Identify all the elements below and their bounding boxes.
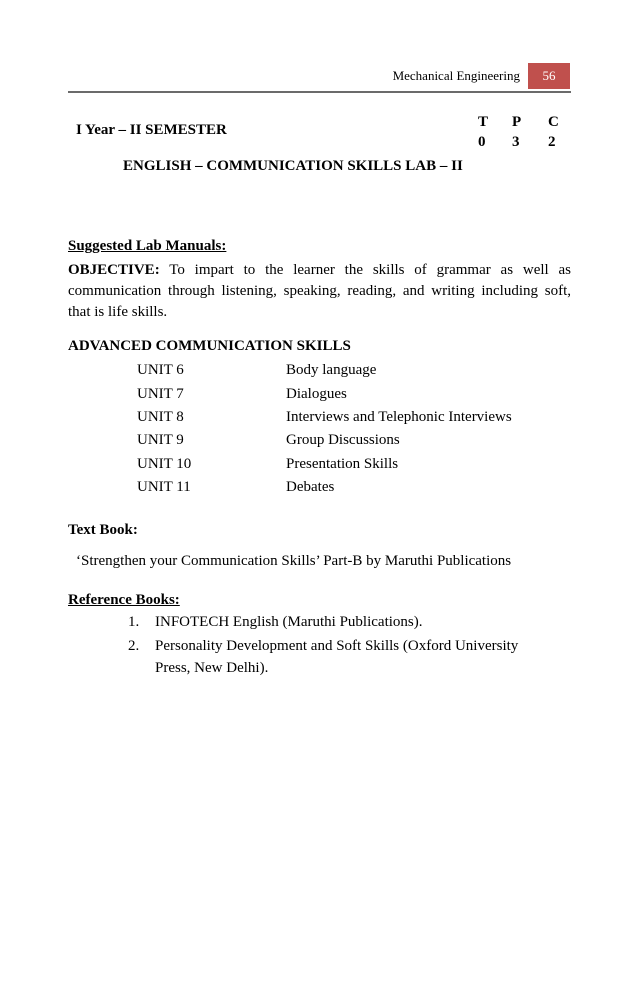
objective-label: OBJECTIVE: xyxy=(68,262,160,278)
unit-label: UNIT 9 xyxy=(137,432,184,448)
reference-item: INFOTECH English (Maruthi Publications). xyxy=(155,614,423,630)
advanced-heading: ADVANCED COMMUNICATION SKILLS xyxy=(68,338,351,354)
unit-topic: Body language xyxy=(286,362,377,378)
unit-label: UNIT 6 xyxy=(137,362,184,378)
text-book-entry: ‘Strengthen your Communication Skills’ Part-B by Maruthi Publications xyxy=(76,553,512,569)
reference-number: 2. xyxy=(128,638,140,654)
page-number-badge: 56 xyxy=(528,63,570,89)
text-book-heading: Text Book: xyxy=(68,522,138,538)
unit-topic: Interviews and Telephonic Interviews xyxy=(286,409,512,425)
unit-label: UNIT 7 xyxy=(137,386,184,402)
year-semester: I Year – II SEMESTER xyxy=(76,122,227,138)
tpc-value-c: 2 xyxy=(548,134,556,150)
tpc-value-t: 0 xyxy=(478,134,486,150)
tpc-header-p: P xyxy=(512,114,522,130)
reference-number: 1. xyxy=(128,614,140,630)
header-department: Mechanical Engineering xyxy=(392,68,520,83)
tpc-header-t: T xyxy=(478,114,489,130)
unit-label: UNIT 8 xyxy=(137,409,184,425)
reference-item: Personality Development and Soft Skills (Oxford University xyxy=(155,638,519,654)
unit-label: UNIT 10 xyxy=(137,456,192,472)
reference-books-heading: Reference Books: xyxy=(68,592,180,608)
reference-item-continued: Press, New Delhi). xyxy=(155,660,269,676)
header-rule xyxy=(68,91,571,93)
unit-topic: Dialogues xyxy=(286,386,347,402)
unit-topic: Group Discussions xyxy=(286,432,400,448)
objective-paragraph xyxy=(68,260,571,323)
tpc-value-p: 3 xyxy=(512,134,520,150)
tpc-header-c: C xyxy=(548,114,559,130)
unit-label: UNIT 11 xyxy=(137,479,191,495)
unit-topic: Debates xyxy=(286,479,335,495)
course-title: ENGLISH – COMMUNICATION SKILLS LAB – II xyxy=(123,158,463,174)
unit-topic: Presentation Skills xyxy=(286,456,399,472)
lab-manuals-heading: Suggested Lab Manuals: xyxy=(68,238,227,254)
objective-text: To impart to the learner the skills of grammar as well as communication through listening, speaking, reading, and writing including soft, that is life skills. xyxy=(68,262,571,320)
